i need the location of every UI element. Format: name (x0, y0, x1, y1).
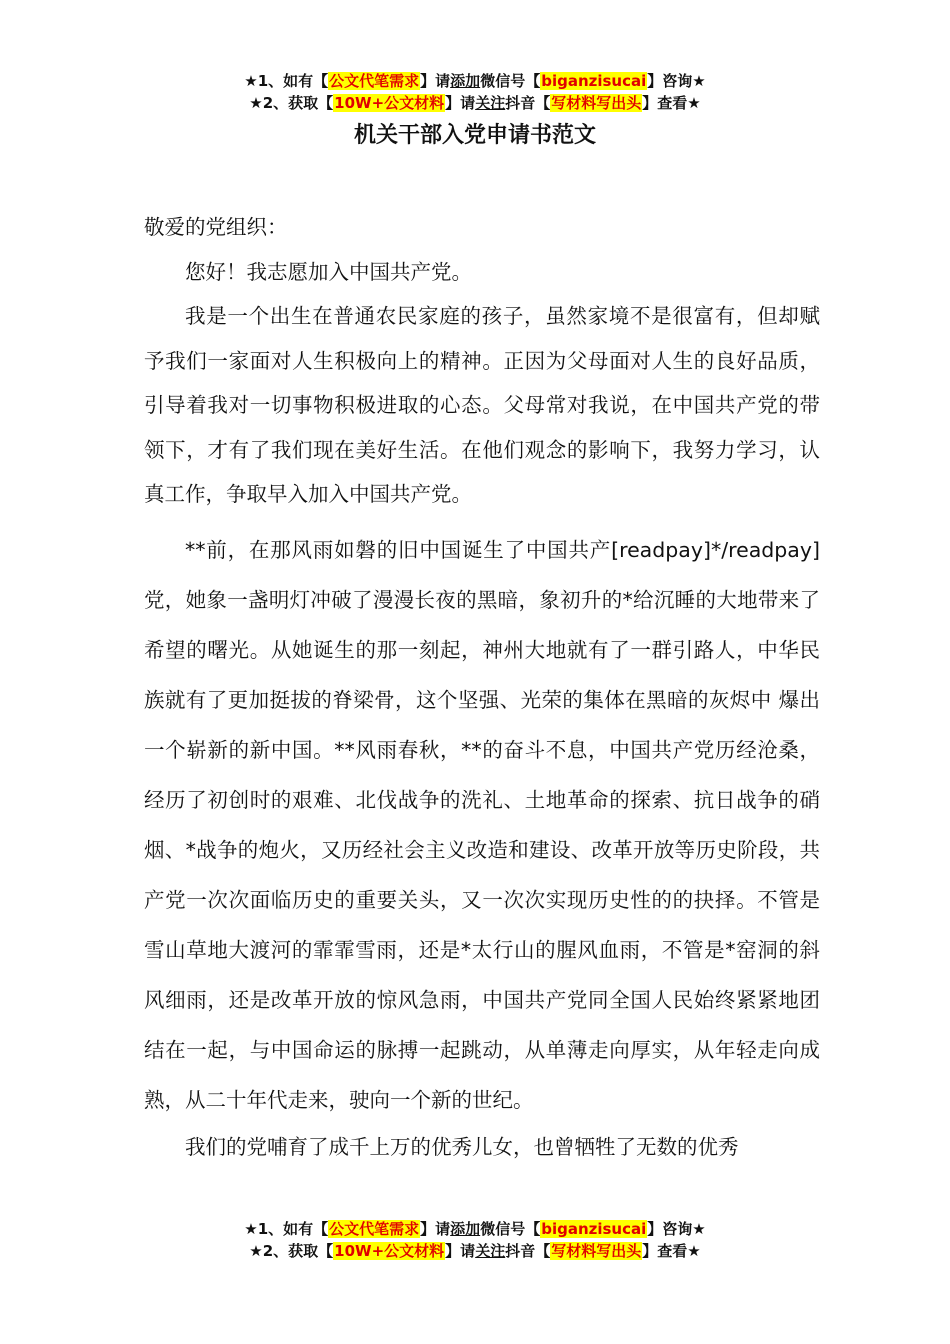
banner-text: 1、如有【 (257, 72, 329, 90)
highlight-materials: 10W+公文材料 (334, 94, 445, 112)
paragraph-heroes: 我们的党哺育了成千上万的优秀儿女，也曾牺牲了无数的优秀 (185, 1134, 739, 1159)
banner-line-2 (0, 92, 950, 114)
star-icon: ★ (687, 1242, 701, 1260)
star-icon: ★ (244, 72, 258, 90)
star-icon: ★ (692, 72, 706, 90)
banner-text: 1、如有【 (257, 1220, 329, 1238)
footer-banner (0, 1218, 950, 1262)
highlight-service: 公文代笔需求 (329, 1220, 420, 1238)
banner-text: 】查看 (642, 94, 688, 112)
banner-line-1 (0, 70, 950, 92)
highlight-materials: 10W+公文材料 (334, 1242, 445, 1260)
paragraph-family: 我是一个出生在普通农民家庭的孩子，虽然家境不是很富有，但却赋予我们一家面对人生积极向上的精神。正因为父母面对人生的良好品质，引导着我对一切事物积极进取的心态。父母常对我说，在中国共产党的带领下，才有了我们现在美好生活。在他们观念的影响下，我努力学习，认真工作，争取早入加入中国共产党。 (144, 304, 820, 506)
banner-line-2 (0, 1240, 950, 1262)
paragraph-history: **前，在那风雨如磐的旧中国诞生了中国共产[readpay]*/readpay]党，她象一盏明灯冲破了漫漫长夜的黑暗，象初升的*给沉睡的大地带来了希望的曙光。从她诞生的那一刻起，神州大地就有了一群引路人，中华民族就有了更加挺拔的脊梁骨，这个坚强、光荣的集体在黑暗的灰烬中 爆出一个崭新的新中国。**风雨春秋，**的奋斗不息，中国共产党历经沧桑，经历了初创时的艰难、北伐战争的洗礼、土地革命的探索、抗日战争的硝烟、*战争的炮火，又历经社会主义改造和建设、改革开放等历史阶段，共产党一次次面临历史的重要关头，又一次次实现历史性的的抉择。不管是雪山草地大渡河的霏霏雪雨，还是*太行山的腥风血雨，不管是*窑洞的斜风细雨，还是改革开放的惊风急雨，中国共产党同全国人民始终紧紧地团结在一起，与中国命运的脉搏一起跳动，从单薄走向厚实，从年轻走向成熟，从二十年代走来，驶向一个新的世纪。 (144, 537, 820, 1112)
star-icon: ★ (249, 94, 263, 112)
banner-text: 微信号【 (480, 72, 541, 90)
banner-text: 抖音【 (505, 1242, 551, 1260)
star-icon: ★ (249, 1242, 263, 1260)
star-icon: ★ (687, 94, 701, 112)
banner-text: 】咨询 (647, 72, 693, 90)
banner-text: 2、获取【 (262, 1242, 334, 1260)
banner-text: 】请 (420, 1220, 451, 1238)
highlight-service: 公文代笔需求 (329, 72, 420, 90)
banner-text: 】咨询 (647, 1220, 693, 1238)
salutation: 敬爱的党组织： (144, 215, 288, 239)
banner-text: 】查看 (642, 1242, 688, 1260)
star-icon: ★ (692, 1220, 706, 1238)
banner-text: 抖音【 (505, 94, 551, 112)
banner-line-1 (0, 1218, 950, 1240)
paragraph-greeting: 您好！我志愿加入中国共产党。 (185, 259, 472, 284)
highlight-douyin-account: 写材料写出头 (551, 94, 642, 112)
underline-follow: 关注 (475, 1242, 506, 1260)
highlight-wechat-id: biganzisucai (541, 1220, 647, 1238)
highlight-douyin-account: 写材料写出头 (551, 1242, 642, 1260)
underline-add: 添加 (450, 1220, 481, 1238)
document-title: 机关干部入党申请书范文 (353, 123, 596, 148)
highlight-wechat-id: biganzisucai (541, 72, 647, 90)
banner-text: 】请 (445, 1242, 476, 1260)
document-body (144, 205, 820, 1169)
underline-follow: 关注 (475, 94, 506, 112)
banner-text: 2、获取【 (262, 94, 334, 112)
underline-add: 添加 (450, 72, 481, 90)
header-banner (0, 70, 950, 114)
banner-text: 微信号【 (480, 1220, 541, 1238)
banner-text: 】请 (420, 72, 451, 90)
star-icon: ★ (244, 1220, 258, 1238)
banner-text: 】请 (445, 94, 476, 112)
